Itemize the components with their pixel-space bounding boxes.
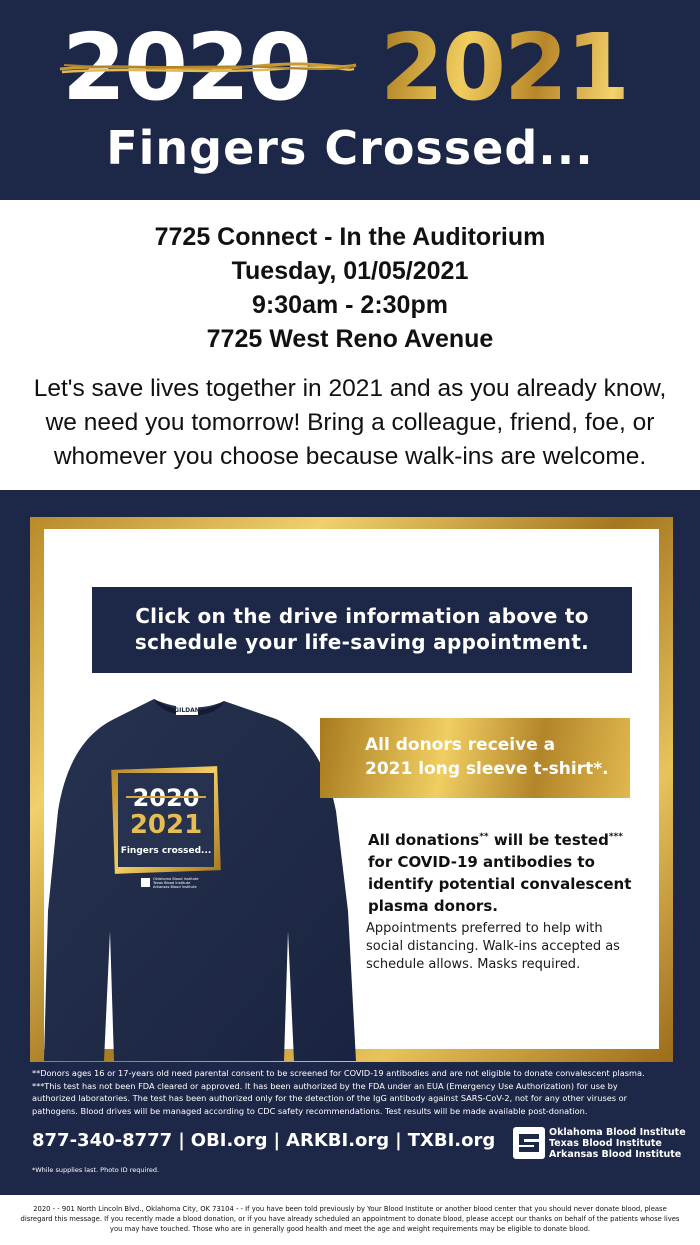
cta-line: schedule your life-saving appointment. — [134, 630, 590, 654]
drive-time[interactable]: 9:30am - 2:30pm — [252, 291, 448, 319]
intro-line: Let's save lives together in 2021 and as you already know, — [33, 375, 667, 402]
note-line: Appointments preferred to help with — [366, 921, 603, 936]
intro-line: whomever you choose because walk-ins are welcome. — [53, 443, 647, 470]
cta-line: Click on the drive information above to — [135, 604, 589, 628]
fingers-crossed-tagline: Fingers Crossed... — [106, 121, 594, 175]
shirt-tag-label: GILDAN — [174, 707, 200, 714]
shirt-logo-line: Oklahoma Blood Institute — [153, 877, 199, 881]
intro-message — [0, 372, 700, 474]
logo-line: Oklahoma Blood Institute — [549, 1127, 686, 1138]
logo-line: Texas Blood Institute — [549, 1138, 662, 1149]
note-line: social distancing. Walk-ins accepted as — [366, 939, 620, 954]
logo-text — [549, 1127, 686, 1160]
drive-date[interactable]: Tuesday, 01/05/2021 — [231, 257, 469, 285]
year-2020-heading: 2020 — [62, 14, 311, 121]
shirt-year-2020: 2020 — [132, 784, 200, 812]
separator: | — [178, 1130, 185, 1151]
intro-line: we need you tomorrow! Bring a colleague, friend, foe, or — [45, 409, 655, 436]
txbi-link[interactable]: TXBI.org — [407, 1130, 496, 1151]
footnotes — [32, 1067, 672, 1117]
testing-text: will be tested — [488, 831, 609, 849]
drive-location[interactable]: 7725 Connect - In the Auditorium — [154, 223, 546, 251]
appointment-note — [366, 920, 636, 974]
promo-panel — [0, 490, 700, 1195]
phone-link[interactable]: 877-340-8777 — [32, 1130, 173, 1151]
testing-text: for COVID-19 antibodies to — [368, 853, 595, 871]
shirt-offer — [365, 733, 645, 781]
antibody-testing-info — [368, 826, 638, 917]
blood-institute-logo[interactable] — [513, 1125, 686, 1165]
supplies-note: *While supplies last. Photo ID required. — [32, 1166, 160, 1174]
drive-address[interactable]: 7725 West Reno Avenue — [206, 325, 494, 353]
blood-institute-logo-icon — [513, 1127, 545, 1159]
footnote-line: ***This test has not been FDA cleared or approved. It has been authorized by the FDA under an EUA (Emergency Use Authorization) for use by — [32, 1080, 618, 1091]
testing-text: identify potential convalescent — [368, 875, 632, 893]
drive-information[interactable] — [0, 220, 700, 356]
shirt-offer-line: All donors receive a — [365, 735, 556, 755]
footer-disclaimer — [6, 1205, 694, 1234]
shirt-logo-line: Texas Blood Institute — [153, 881, 191, 885]
testing-text: plasma donors. — [368, 897, 498, 915]
footer-line: 2020 - - 901 North Lincoln Blvd., Oklahoma City, OK 73104 - - If you have been told previously by Your Blood Institute or another blood center that you should never donate blood, please — [33, 1205, 667, 1213]
obi-link[interactable]: OBI.org — [190, 1130, 268, 1151]
gold-strikethrough — [58, 60, 358, 76]
contact-bar — [32, 1126, 495, 1156]
year-2021-heading: 2021 — [380, 18, 670, 118]
logo-line: Arkansas Blood Institute — [549, 1149, 682, 1160]
arkbi-link[interactable]: ARKBI.org — [286, 1130, 390, 1151]
testing-text: All donations — [368, 831, 480, 849]
footnote-marker: ** — [479, 832, 489, 842]
footnote-line: **Donors ages 16 or 17-years old need parental consent to be screened for COVID-19 antibodies and are not eligible to donate convalescent plasma. — [32, 1068, 645, 1078]
shirt-offer-line: 2021 long sleeve t-shirt*. — [365, 759, 609, 779]
header-banner — [0, 0, 700, 200]
footer-line: disregard this message. If you recently made a blood donation, or if you have already scheduled an appointment to donate blood, please accept our thanks on behalf of the patients whose lives — [20, 1214, 680, 1223]
footnote-line: authorized laboratories. The test has been authorized only for the detection of the IgG antibody against SARS-CoV-2, not for any other viruses or — [32, 1093, 627, 1103]
separator: | — [395, 1130, 402, 1151]
shirt-logo-line: Arkansas Blood Institute — [153, 885, 197, 889]
shirt-year-2021: 2021 — [129, 810, 203, 840]
footnote-line: pathogens. Blood drives will be managed according to CDC safety recommendations. Test results will be made available post-donation. — [32, 1105, 588, 1116]
footer-line: you may have touched. Those who are in generally good health and meet the age and weight requirements may be eligible to donate blood. — [109, 1224, 591, 1233]
shirt-tagline: Fingers crossed... — [120, 846, 212, 856]
note-line: schedule allows. Masks required. — [366, 957, 581, 972]
schedule-appointment-callout — [92, 587, 632, 673]
footnote-marker: *** — [608, 832, 623, 842]
separator: | — [273, 1130, 281, 1151]
